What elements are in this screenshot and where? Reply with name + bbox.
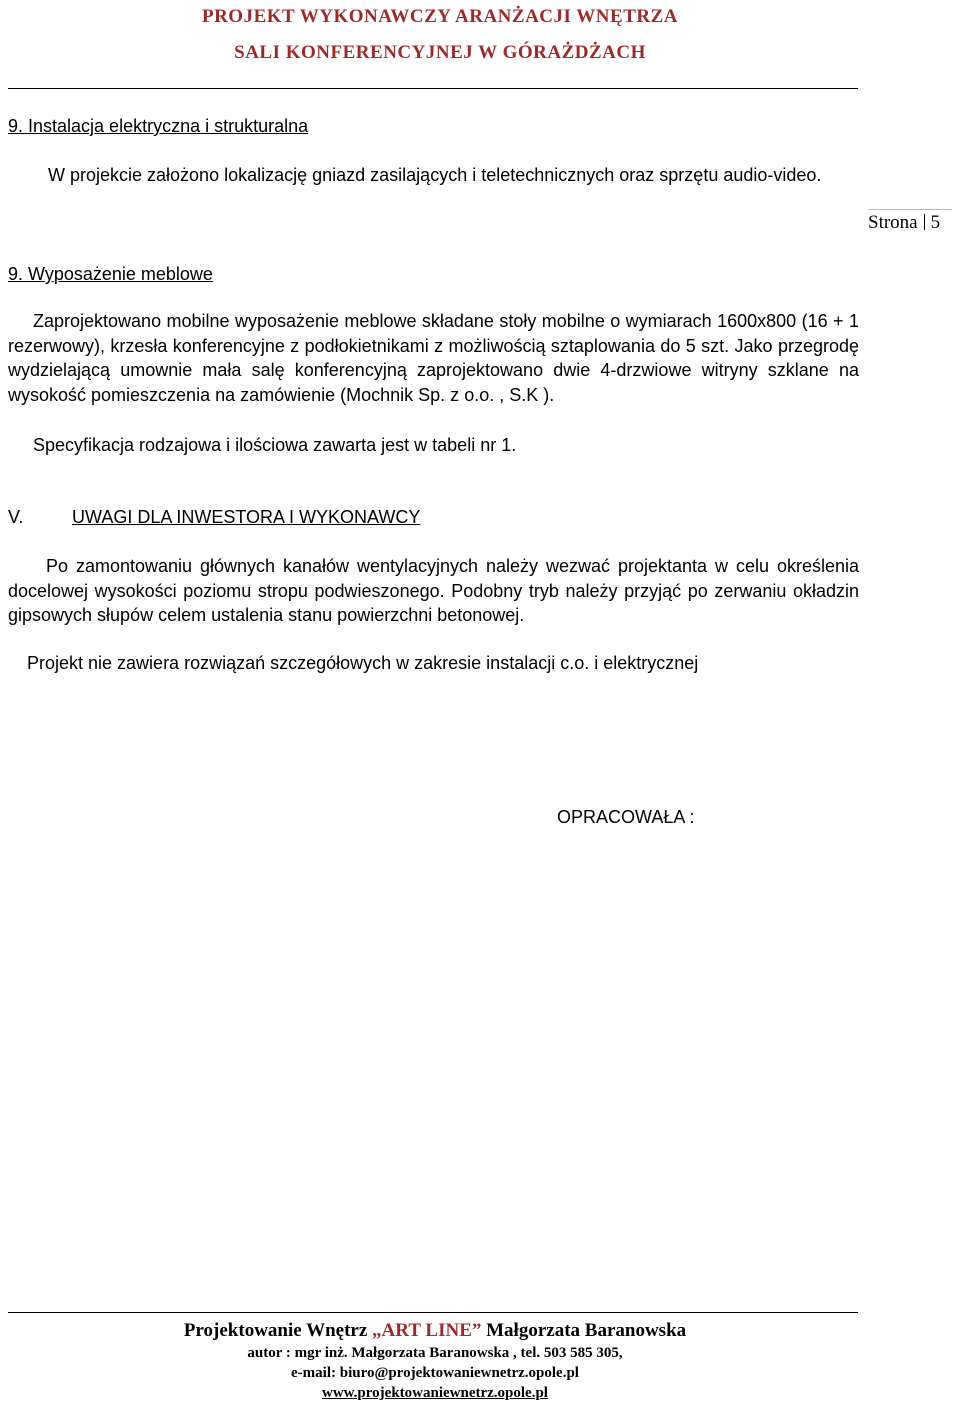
footer-website-link[interactable]: www.projektowaniewnetrz.opole.pl — [322, 1385, 548, 1401]
prepared-by-label: OPRACOWAŁA : — [557, 807, 695, 827]
section-heading-electrical: 9. Instalacja elektryczna i strukturalna — [8, 116, 309, 136]
footer-company — [0, 1320, 870, 1342]
document-title-line-1: PROJEKT WYKONAWCZY ARANŻACJI WNĘTRZA — [201, 6, 678, 27]
section-text-electrical: W projekcie założono lokalizację gniazd zasilających i teletechnicznych oraz sprzętu audio-video. — [48, 165, 822, 185]
footer-author: autor : mgr inż. Małgorzata Baranowska , tel. 503 585 305, — [247, 1345, 623, 1361]
specification-note: Specyfikacja rodzajowa i ilościowa zawarta jest w tabeli nr 1. — [33, 435, 517, 455]
page-separator — [924, 214, 925, 230]
footer-divider — [8, 1312, 858, 1313]
section-heading-furniture: 9. Wyposażenie meblowe — [8, 264, 213, 284]
section-text-furniture: Zaprojektowano mobilne wyposażenie meblowe składane stoły mobilne o wymiarach 1600x800 (16 + 1 rezerwowy), krzesła konferencyjne z podłokietnikami z możliwością sztaplowania do 5 szt. Jako przegrodę wydzielającą umownie mała salę konferencyjną zaprojektowano dwie 4-drzwiowe witryny szklane na wysokość pomieszczenia na zamówienie (Mochnik Sp. z o.o. , S.K ). — [8, 311, 859, 405]
footer-brand: „ART LINE” — [372, 1320, 482, 1341]
section-number-notes: V. — [8, 507, 24, 527]
footer-company-owner: Małgorzata Baranowska — [486, 1320, 687, 1341]
scope-note: Projekt nie zawiera rozwiązań szczegółowych w zakresie instalacji c.o. i elektrycznej — [27, 653, 699, 673]
document-title-line-2: SALI KONFERENCYJNEJ W GÓRAŻDŻACH — [234, 42, 646, 63]
footer-email[interactable]: e-mail: biuro@projektowaniewnetrz.opole.pl — [291, 1365, 579, 1381]
section-heading-notes: UWAGI DLA INWESTORA I WYKONAWCY — [72, 507, 421, 527]
page-number — [868, 209, 952, 234]
section-text-notes: Po zamontowaniu głównych kanałów wentylacyjnych należy wezwać projektanta w celu określenia docelowej wysokości poziomu stropu podwieszonego. Podobny tryb należy przyjąć po zerwaniu okładzin gipsowych słupów celem ustalenia stanu powierzchni betonowej. — [8, 556, 859, 625]
header-divider — [8, 88, 858, 89]
page-number-value: 5 — [930, 212, 941, 233]
page-label: Strona — [868, 212, 918, 233]
footer-company-prefix: Projektowanie Wnętrz — [183, 1320, 368, 1341]
